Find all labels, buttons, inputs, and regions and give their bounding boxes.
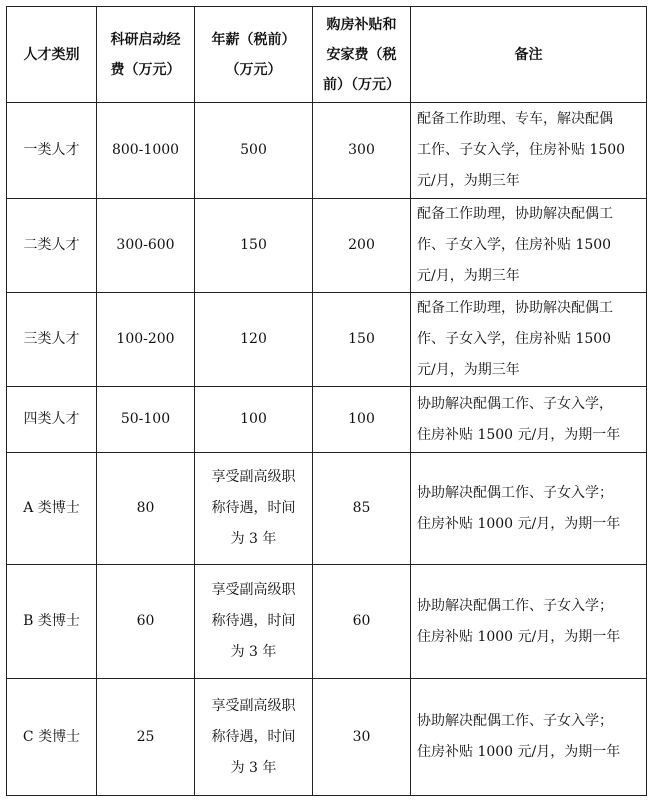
cell-startup-funding: 800-1000 bbox=[97, 103, 195, 199]
cell-startup-funding: 80 bbox=[97, 453, 195, 565]
cell-category: 四类人才 bbox=[7, 387, 97, 453]
cell-housing-subsidy: 150 bbox=[313, 293, 411, 387]
cell-housing-subsidy: 100 bbox=[313, 387, 411, 453]
cell-salary: 150 bbox=[195, 199, 313, 293]
cell-housing-subsidy: 300 bbox=[313, 103, 411, 199]
talent-policy-table bbox=[6, 6, 647, 796]
cell-housing-subsidy: 200 bbox=[313, 199, 411, 293]
cell-category: B 类博士 bbox=[7, 565, 97, 679]
cell-salary: 100 bbox=[195, 387, 313, 453]
cell-remark: 协助解决配偶工作、子女入学； 住房补贴 1000 元/月，为期一年 bbox=[411, 565, 647, 679]
cell-salary: 享受副高级职 称待遇，时间 为 3 年 bbox=[195, 565, 313, 679]
cell-category: C 类博士 bbox=[7, 679, 97, 796]
cell-remark: 配备工作助理，协助解决配偶工 作、子女入学，住房补贴 1500 元/月，为期三年 bbox=[411, 199, 647, 293]
table-row bbox=[7, 565, 647, 679]
cell-category: A 类博士 bbox=[7, 453, 97, 565]
header-startup-funding: 科研启动经 费（万元） bbox=[97, 7, 195, 103]
cell-remark: 配备工作助理、专车，解决配偶 工作、子女入学，住房补贴 1500 元/月，为期三年 bbox=[411, 103, 647, 199]
cell-remark: 协助解决配偶工作、子女入学， 住房补贴 1500 元/月，为期一年 bbox=[411, 387, 647, 453]
cell-category: 一类人才 bbox=[7, 103, 97, 199]
cell-salary: 120 bbox=[195, 293, 313, 387]
cell-housing-subsidy: 60 bbox=[313, 565, 411, 679]
cell-startup-funding: 60 bbox=[97, 565, 195, 679]
cell-housing-subsidy: 85 bbox=[313, 453, 411, 565]
table-row bbox=[7, 199, 647, 293]
table-row bbox=[7, 453, 647, 565]
table-row bbox=[7, 103, 647, 199]
header-remark: 备注 bbox=[411, 7, 647, 103]
cell-salary: 享受副高级职 称待遇，时间 为 3 年 bbox=[195, 679, 313, 796]
cell-salary: 500 bbox=[195, 103, 313, 199]
table-row bbox=[7, 679, 647, 796]
cell-startup-funding: 50-100 bbox=[97, 387, 195, 453]
cell-category: 三类人才 bbox=[7, 293, 97, 387]
header-category: 人才类别 bbox=[7, 7, 97, 103]
cell-startup-funding: 300-600 bbox=[97, 199, 195, 293]
cell-housing-subsidy: 30 bbox=[313, 679, 411, 796]
cell-category: 二类人才 bbox=[7, 199, 97, 293]
cell-remark: 配备工作助理，协助解决配偶工 作、子女入学，住房补贴 1500 元/月，为期三年 bbox=[411, 293, 647, 387]
header-row bbox=[7, 7, 647, 103]
header-salary: 年薪（税前） （万元） bbox=[195, 7, 313, 103]
cell-salary: 享受副高级职 称待遇，时间 为 3 年 bbox=[195, 453, 313, 565]
cell-remark: 协助解决配偶工作、子女入学； 住房补贴 1000 元/月，为期一年 bbox=[411, 679, 647, 796]
table-row bbox=[7, 293, 647, 387]
header-housing-subsidy: 购房补贴和 安家费（税 前）（万元） bbox=[313, 7, 411, 103]
cell-remark: 协助解决配偶工作、子女入学； 住房补贴 1000 元/月，为期一年 bbox=[411, 453, 647, 565]
cell-startup-funding: 100-200 bbox=[97, 293, 195, 387]
cell-startup-funding: 25 bbox=[97, 679, 195, 796]
table-row bbox=[7, 387, 647, 453]
